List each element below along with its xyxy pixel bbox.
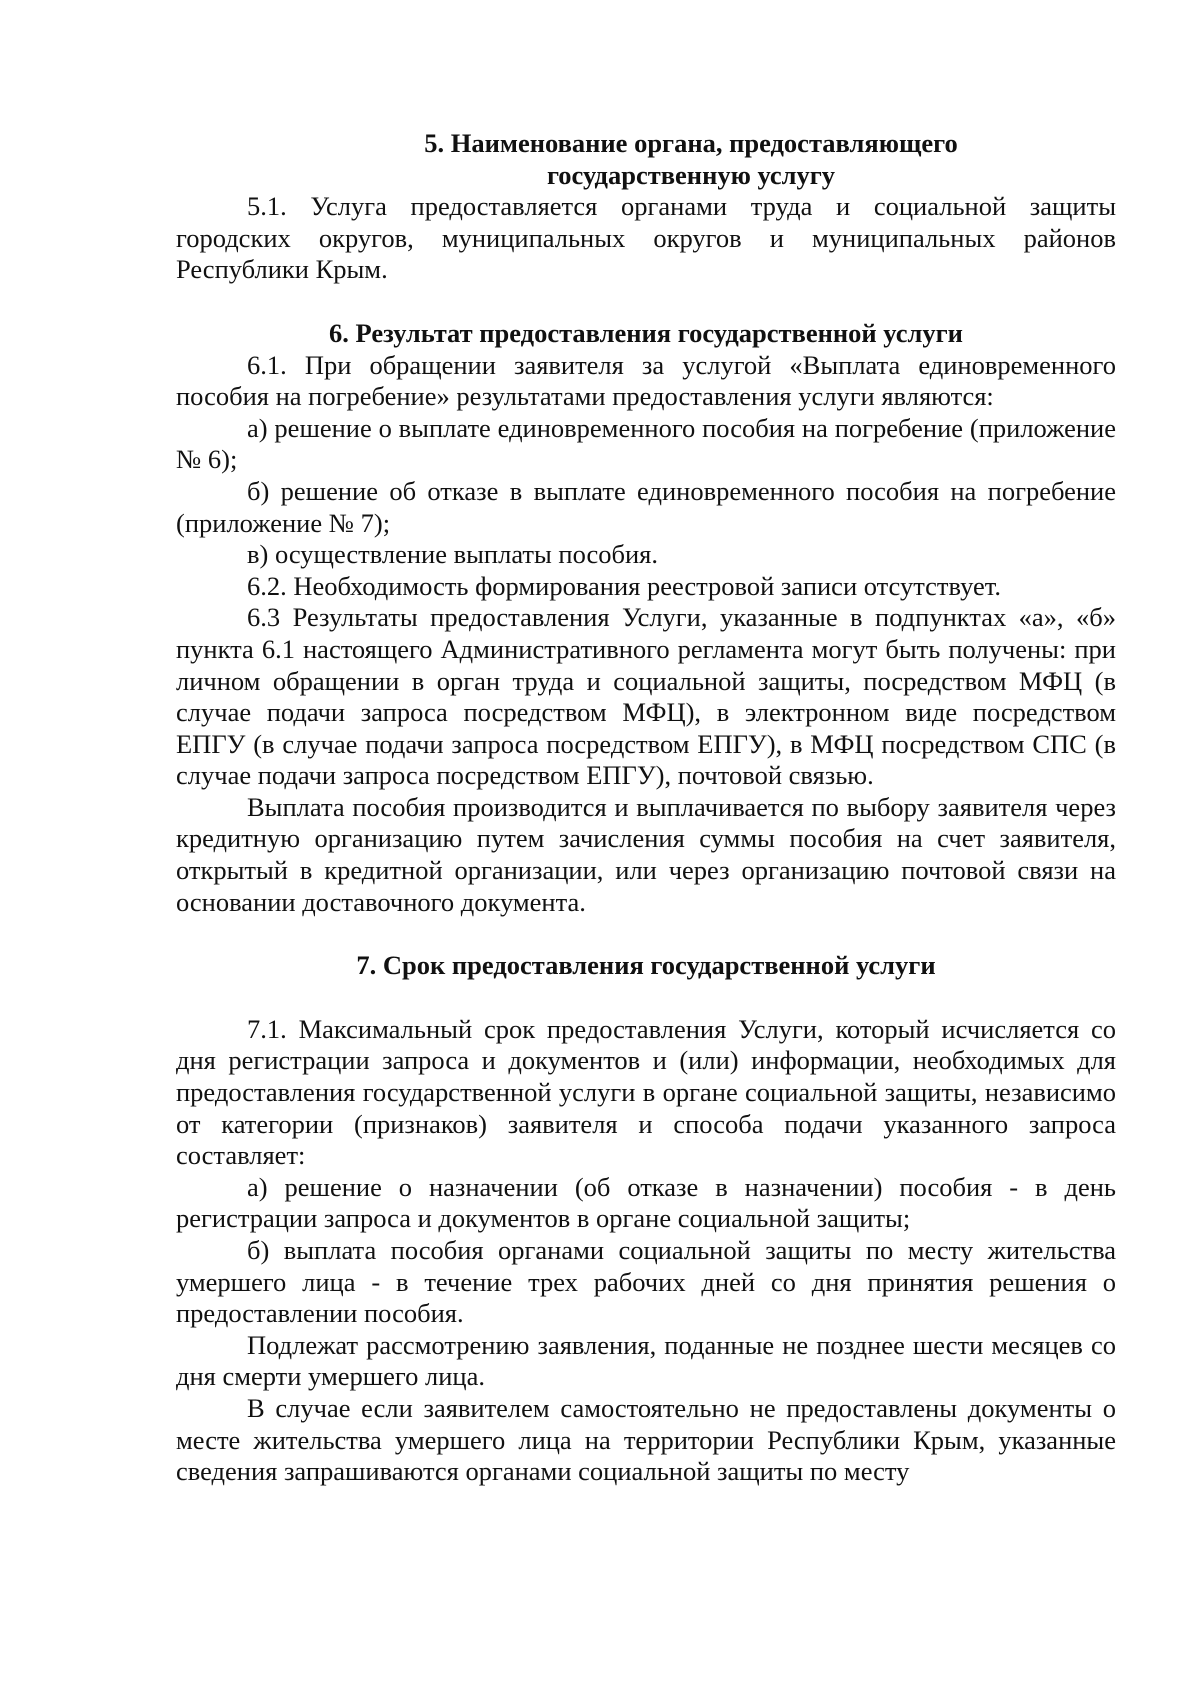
paragraph-7-1-b: б) выплата пособия органами социальной защиты по месту жительства умершего лица - в течение трех рабочих дней со дня принятия решения о предоставлении пособия. bbox=[176, 1235, 1116, 1329]
paragraph-6-1-b: б) решение об отказе в выплате единовременного пособия на погребение (приложение № 7); bbox=[176, 475, 1116, 538]
section-7-heading: 7. Срок предоставления государственной услуги bbox=[356, 950, 936, 981]
section-5-heading: 5. Наименование органа, предоставляющего государственную услугу bbox=[424, 128, 958, 190]
section-gap bbox=[176, 918, 1116, 950]
paragraph-7-deadline: Подлежат рассмотрению заявления, поданные не позднее шести месяцев со дня смерти умершего лица. bbox=[176, 1329, 1116, 1392]
paragraph-6-3: 6.3 Результаты предоставления Услуги, указанные в подпунктах «а», «б» пункта 6.1 настоящего Административного регламента могут быть получены: при личном обращении в орган труда и социальной защиты, посредством МФЦ (в случае подачи запроса посредством МФЦ), в электронном виде посредством ЕПГУ (в случае подачи запроса посредством ЕПГУ), в МФЦ посредством СПС (в случае подачи запроса посредством ЕПГУ), почтовой связью. bbox=[176, 602, 1116, 791]
paragraph-6-1: 6.1. При обращении заявителя за услугой «Выплата единовременного пособия на погребение» результатами предоставления услуги являются: bbox=[176, 349, 1116, 412]
paragraph-6-1-c: в) осуществление выплаты пособия. bbox=[247, 539, 658, 570]
paragraph-6-1-a: а) решение о выплате единовременного пособия на погребение (приложение № 6); bbox=[176, 412, 1116, 475]
section-gap bbox=[176, 982, 1116, 1014]
paragraph-6-payment: Выплата пособия производится и выплачивается по выбору заявителя через кредитную организацию путем зачисления суммы пособия на счет заявителя, открытый в кредитной организации, или через организацию почтовой связи на основании доставочного документа. bbox=[176, 791, 1116, 917]
document-page bbox=[176, 128, 1116, 1488]
section-6-heading: 6. Результат предоставления государственной услуги bbox=[329, 317, 963, 348]
paragraph-7-1: 7.1. Максимальный срок предоставления Услуги, который исчисляется со дня регистрации запроса и документов и (или) информации, необходимых для предоставления государственной услуги в органе социальной защиты, независимо от категории (признаков) заявителя и способа подачи указанного запроса составляет: bbox=[176, 1013, 1116, 1171]
paragraph-7-residence: В случае если заявителем самостоятельно не предоставлены документы о месте жительства умершего лица на территории Республики Крым, указанные сведения запрашиваются органами социальной защиты по месту bbox=[176, 1392, 1116, 1487]
paragraph-6-2: 6.2. Необходимость формирования реестровой записи отсутствует. bbox=[247, 570, 1001, 601]
paragraph-5-1: 5.1. Услуга предоставляется органами труда и социальной защиты городских округов, муниципальных округов и муниципальных районов Республики Крым. bbox=[176, 191, 1116, 285]
paragraph-7-1-a: а) решение о назначении (об отказе в назначении) пособия - в день регистрации запроса и документов в органе социальной защиты; bbox=[176, 1171, 1116, 1234]
section-gap bbox=[176, 286, 1116, 318]
